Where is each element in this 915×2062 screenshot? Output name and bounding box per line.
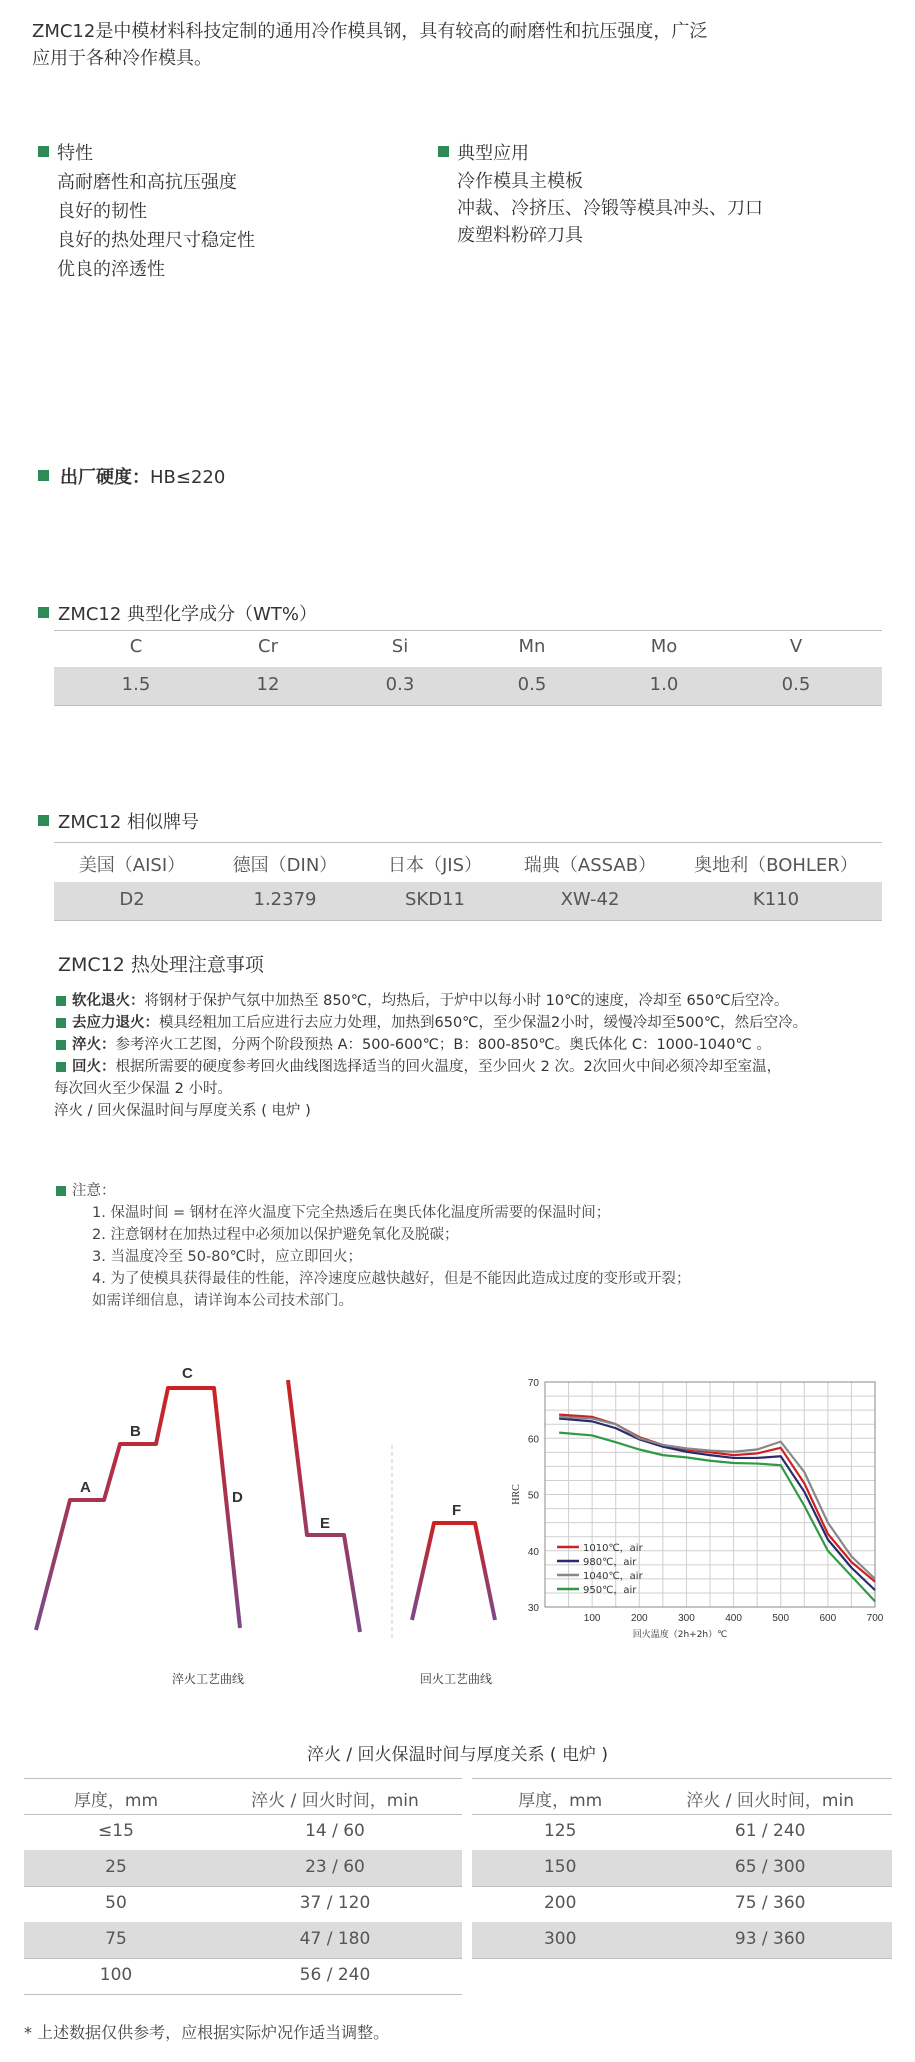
time-left-duration: 56 / 240: [299, 1965, 371, 1985]
label-d: D: [232, 1489, 243, 1506]
section-bullet: [438, 146, 449, 157]
time-left-thickness: 75: [105, 1929, 127, 1949]
hardness-label: 出厂硬度：: [60, 467, 150, 488]
chemistry-value-cell: 1.5: [121, 674, 151, 695]
time-right-duration: 61 / 240: [734, 1821, 806, 1841]
time-left-thickness: 50: [105, 1893, 127, 1913]
section-bullet: [38, 607, 49, 618]
hardness-value: HB≤220: [150, 467, 226, 488]
y-tick-label: 30: [527, 1603, 539, 1614]
heat-item-stress-relief: 去应力退火：模具经粗加工后应进行去应力处理，加热到650℃，至少保温2小时，缓慢冷却至500℃，然后空冷。: [56, 1012, 906, 1034]
y-tick-label: 50: [527, 1490, 539, 1502]
section-bullet: [38, 815, 49, 826]
time-left-duration: 37 / 120: [299, 1893, 371, 1913]
footnote: * 上述数据仅供参考，应根据实际炉况作适当调整。: [24, 2023, 390, 2042]
temper-curve-e: [288, 1380, 360, 1632]
time-left-thickness: ≤15: [98, 1821, 134, 1841]
heat-item-temper-cont: 每次回火至少保温 2 小时。: [54, 1081, 232, 1097]
legend-label: 980℃，air: [583, 1557, 637, 1568]
note-item: 2. 注意钢材在加热过程中必须加以保护避免氧化及脱碳；: [92, 1227, 459, 1243]
table-rule: [54, 705, 882, 706]
time-right-thickness: 200: [543, 1893, 577, 1913]
time-right-thickness: 125: [543, 1821, 577, 1841]
property-item: 良好的韧性: [57, 201, 147, 222]
application-item: 冲裁、冷挤压、冷锻等模具冲头、刀口: [457, 198, 763, 219]
item-bullet: [56, 996, 66, 1006]
grades-value-cell: D2: [119, 889, 145, 910]
time-right-thickness: 150: [543, 1857, 577, 1877]
table-rule: [24, 1994, 462, 1995]
note-item: 3. 当温度冷至 50-80℃时，应立即回火；: [92, 1249, 362, 1265]
label-c: C: [182, 1365, 193, 1382]
legend-label: 1040℃，air: [583, 1571, 643, 1582]
note-item: 4. 为了使模具获得最佳的性能，淬冷速度应越快越好，但是不能因此造成过度的变形或开裂；: [92, 1271, 691, 1287]
table-rule: [24, 1886, 462, 1887]
chemistry-header-cell: Si: [391, 636, 409, 657]
time-header-duration: 淬火 / 回火时间，min: [686, 1791, 854, 1811]
table-rule: [24, 1814, 462, 1815]
x-tick-label: 500: [772, 1613, 790, 1624]
process-diagram: [20, 1350, 510, 1670]
label-e: E: [320, 1515, 331, 1532]
properties-list: [57, 168, 255, 284]
chemistry-header-cell: Cr: [258, 636, 278, 657]
hardness-row: [60, 463, 225, 489]
item-bullet: [56, 1018, 66, 1028]
x-axis-label: 回火温度（2h+2h）℃: [632, 1630, 728, 1640]
table-rule: [24, 1778, 462, 1779]
chemistry-header-cell: Mo: [650, 636, 678, 657]
time-right-thickness: 300: [543, 1929, 577, 1949]
chemistry-header-cell: Mn: [518, 636, 546, 657]
application-item: 冷作模具主模板: [457, 171, 583, 192]
intro-line-2: 应用于各种冷作模具。: [32, 48, 212, 69]
item-bullet: [56, 1062, 66, 1072]
y-tick-label: 70: [527, 1378, 539, 1389]
x-tick-label: 300: [678, 1613, 695, 1624]
tempering-chart: [500, 1370, 890, 1650]
y-tick-label: 60: [527, 1434, 539, 1446]
note-item: 1. 保温时间 = 钢材在淬火温度下完全热透后在奥氏体化温度所需要的保温时间；: [92, 1205, 611, 1221]
table-rule: [472, 1814, 892, 1815]
property-item: 优良的淬透性: [57, 259, 165, 280]
y-axis-label: HRC: [511, 1484, 522, 1505]
grades-header-cell: 德国（DIN）: [232, 855, 338, 876]
time-left-duration: 47 / 180: [299, 1929, 371, 1949]
chemistry-value-cell: 12: [256, 674, 280, 695]
x-tick-label: 400: [725, 1613, 742, 1624]
heat-item-soft-anneal: 软化退火：将钢材于保护气氛中加热至 850℃，均热后，于炉中以每小时 10℃的速度，冷却至 650℃后空冷。: [56, 990, 906, 1012]
intro-line-1: ZMC12是中模材料科技定制的通用冷作模具钢，具有较高的耐磨性和抗压强度，广泛: [32, 21, 708, 42]
temper-curve-f: [412, 1523, 495, 1620]
table-rule: [24, 1958, 462, 1959]
time-header-thickness: 厚度，mm: [73, 1791, 159, 1811]
applications-title: 典型应用: [457, 143, 529, 164]
time-header-thickness: 厚度，mm: [518, 1791, 603, 1811]
heat-item-quench: 淬火：参考淬火工艺图，分两个阶段预热 A：500-600℃；B：800-850℃。奥氏体化 C：1000-1040℃ 。: [56, 1034, 906, 1056]
grades-value-cell: K110: [752, 889, 800, 910]
section-bullet: [38, 470, 49, 481]
x-tick-label: 200: [630, 1613, 648, 1624]
heat-treatment-list: [56, 990, 906, 1122]
item-bullet: [56, 1186, 66, 1196]
notes-block: [56, 1180, 690, 1312]
property-item: 良好的热处理尺寸稳定性: [57, 230, 255, 251]
legend-label: 950℃，air: [583, 1585, 637, 1596]
label-a: A: [80, 1479, 91, 1496]
legend-label: 1010℃，air: [583, 1543, 643, 1554]
time-left-thickness: 25: [105, 1857, 127, 1877]
grades-value-cell: 1.2379: [253, 889, 317, 910]
table-rule: [472, 1958, 892, 1959]
grades-header-cell: 奥地利（BOHLER）: [694, 855, 858, 876]
chemistry-value-cell: 1.0: [649, 674, 679, 695]
properties-title: 特性: [57, 143, 93, 164]
applications-list: [457, 168, 763, 249]
x-tick-label: 600: [819, 1613, 837, 1624]
heat-item-temper: 回火：根据所需要的硬度参考回火曲线图选择适当的回火温度，至少回火 2 次。2次回火中间必须冷却至室温，: [56, 1056, 906, 1078]
time-header-duration: 淬火 / 回火时间，min: [251, 1791, 419, 1811]
grades-title: ZMC12 相似牌号: [58, 812, 200, 833]
heat-treatment-title: ZMC12 热处理注意事项: [58, 954, 264, 976]
time-right-duration: 65 / 300: [734, 1857, 806, 1877]
quench-caption: 淬火工艺曲线: [172, 1672, 245, 1686]
x-tick-label: 700: [866, 1613, 884, 1624]
notes-title: 注意：: [72, 1183, 116, 1199]
chemistry-value-cell: 0.5: [517, 674, 547, 695]
y-tick-label: 40: [527, 1546, 539, 1558]
grades-header-cell: 美国（AISI）: [78, 855, 186, 876]
chemistry-title: ZMC12 典型化学成分（WT%）: [58, 604, 317, 625]
section-bullet: [38, 146, 49, 157]
heat-relation-text: 淬火 / 回火保温时间与厚度关系 ( 电炉 ): [54, 1103, 311, 1119]
grades-header-cell: 瑞典（ASSAB）: [523, 855, 657, 876]
table-rule: [54, 842, 882, 843]
time-table-title: 淬火 / 回火保温时间与厚度关系 ( 电炉 ): [306, 1745, 608, 1765]
time-right-duration: 93 / 360: [734, 1929, 806, 1949]
label-f: F: [452, 1502, 462, 1519]
time-left-thickness: 100: [99, 1965, 133, 1985]
intro-text: [32, 18, 707, 72]
application-item: 废塑料粉碎刀具: [457, 225, 583, 246]
notes-footer: 如需详细信息，请详询本公司技术部门。: [92, 1293, 353, 1309]
property-item: 高耐磨性和高抗压强度: [57, 172, 237, 193]
temper-caption: 回火工艺曲线: [420, 1672, 493, 1686]
notes-title-row: [56, 1180, 690, 1202]
time-right-duration: 75 / 360: [734, 1893, 806, 1913]
chemistry-value-cell: 0.3: [385, 674, 415, 695]
table-rule: [472, 1886, 892, 1887]
grades-value-cell: SKD11: [405, 889, 465, 910]
table-rule: [54, 920, 882, 921]
notes-items: [56, 1202, 690, 1290]
table-rule: [54, 630, 882, 631]
label-b: B: [130, 1423, 141, 1440]
table-rule: [472, 1778, 892, 1779]
x-tick-label: 100: [583, 1613, 601, 1624]
item-bullet: [56, 1040, 66, 1050]
time-left-duration: 14 / 60: [305, 1821, 365, 1841]
grades-header-cell: 日本（JIS）: [387, 855, 483, 876]
chemistry-header-cell: V: [789, 636, 803, 657]
grades-value-cell: XW-42: [560, 889, 620, 910]
chemistry-value-cell: 0.5: [781, 674, 811, 695]
time-left-duration: 23 / 60: [305, 1857, 365, 1877]
chemistry-header-cell: C: [129, 636, 143, 657]
